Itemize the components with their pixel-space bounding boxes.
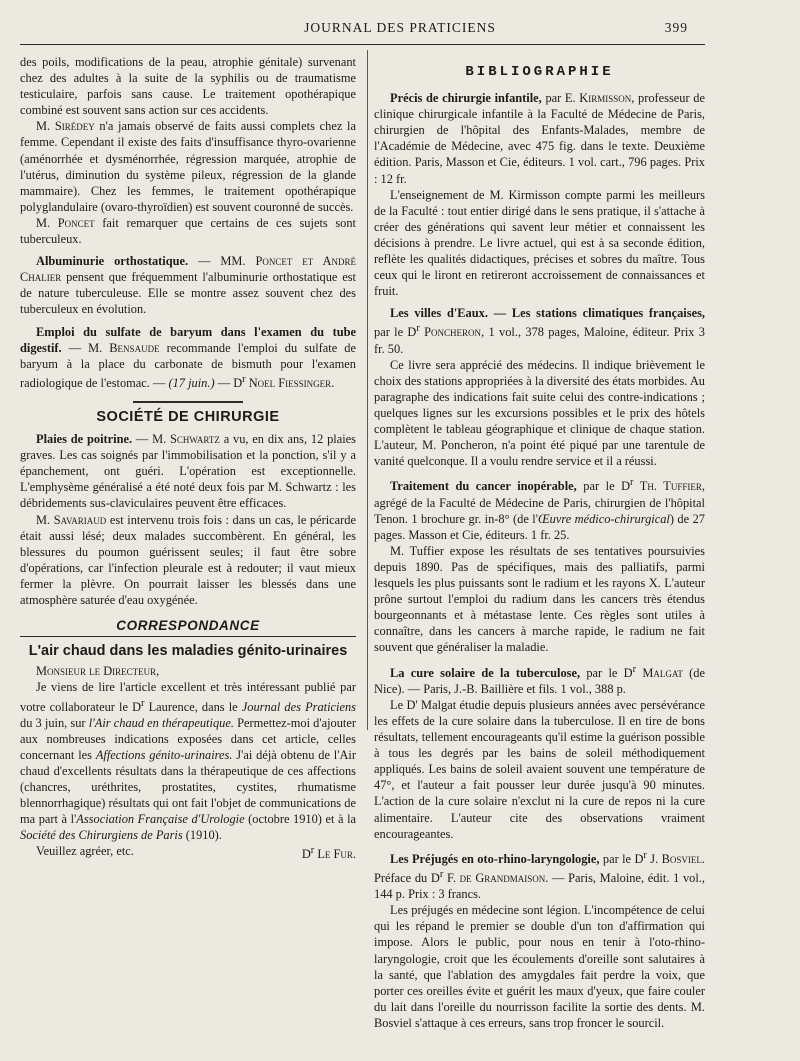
- signature-name: Le Fur.: [314, 847, 356, 862]
- paragraph-text: — M.: [132, 432, 171, 447]
- author-name: Noel Fiessinger.: [245, 375, 335, 390]
- author-name: Th. Tuffier: [633, 479, 702, 494]
- author-name: Kirmisson: [579, 91, 632, 106]
- book-title: La cure solaire de la tuberculose,: [390, 665, 581, 680]
- book-title: Précis de chirurgie infantile,: [390, 91, 542, 106]
- journal-reference: Journal des Praticiens: [241, 699, 356, 714]
- paragraph-text: F.: [443, 871, 460, 886]
- paragraph-text: . Préface du D: [374, 851, 705, 886]
- paragraph-text: — D: [214, 375, 243, 390]
- book-entry: [374, 848, 705, 903]
- paragraph: [20, 431, 356, 511]
- author-name: Malgat: [636, 665, 683, 680]
- salutation: Monsieur le Directeur,: [36, 664, 160, 679]
- paragraph-text: . — Paris, Maloine, édit. 1 vol., 144 p. Prix : 3 francs.: [374, 871, 705, 902]
- person-name: M. Poncet: [36, 215, 95, 230]
- person-name: Poncet et André Chalier: [20, 254, 356, 285]
- book-entry: [374, 662, 705, 697]
- superscript: r: [630, 477, 634, 489]
- paragraph-text: par le D: [580, 665, 633, 680]
- paragraph: des poils, modifications de la peau, atrophie génitale) survenant chez des adultes à la suite de la syphilis ou de traumatisme testiculaire, parfois sans cause. Le traitement opothérapique combiné est souvent sans action sur ces accidents.: [20, 55, 356, 118]
- paragraph-text: (1910).: [182, 828, 222, 843]
- superscript: r: [632, 663, 637, 675]
- author-name: Poncheron: [419, 325, 482, 340]
- topic-title: Albuminurie orthostatique.: [36, 254, 189, 269]
- superscript: r: [141, 697, 145, 709]
- paragraph: [20, 118, 356, 215]
- superscript: r: [242, 373, 246, 385]
- paragraph-text: ) de 27 pages. Masson et Cie, éditeurs. 1 fr. 25.: [374, 511, 705, 542]
- paragraph: [20, 512, 356, 609]
- book-review: M. Tuffier expose les résultats de ses tentatives poursuivies depuis 1890. Pas de spécifiques, mais des palliatifs, parmi lesquels les plus puissants sont le radium et les rayons X. L'auteur prône surtout l'emploi du radium dans les cancers très étendus bourgeonnants et à métastase lente. Ces règles sont utiles à connaître, dans les cancers à marche rapide, le radium ne fait souvent que généraliser la maladie.: [374, 543, 705, 655]
- closing: Veuillez agréer, etc.: [36, 844, 134, 859]
- book-title: Les Préjugés en oto-rhino-laryngologie,: [390, 851, 600, 866]
- correspondance-heading: CORRESPONDANCE: [20, 618, 356, 637]
- paragraph-text: est intervenu trois fois : dans un cas, le péricarde était aussi lésé; deux malades succombèrent. En général, les blessures du poumon guérissent seules; il faut être sobre d'opérations, car l'infection pleurale est à redouter; il vaut mieux fermer la plèvre. On pourrait laisser les blessés dans une atmosphère saturée d'eau oxygénée.: [20, 512, 357, 608]
- bibliographie-heading: BIBLIOGRAPHIE: [465, 64, 614, 80]
- paragraph: [20, 215, 356, 247]
- author-name: J. Bosviel: [646, 851, 702, 866]
- topic-reference: Affections génito-urinaires.: [95, 747, 233, 762]
- association-reference: Association Française d'Urologie: [76, 812, 245, 827]
- superscript: r: [310, 845, 315, 857]
- book-entry: [374, 475, 705, 543]
- article-title: L'air chaud dans les maladies génito-urinaires: [28, 643, 348, 660]
- book-entry: [374, 305, 705, 356]
- topic-title: Emploi du sulfate de baryum dans l'examen du tube digestif.: [20, 324, 356, 355]
- journal-title: JOURNAL DES PRATICIENS: [304, 20, 496, 35]
- right-column: [374, 54, 705, 1031]
- paragraph-text: — MM.: [188, 254, 256, 269]
- paragraph-text: J'ai déjà obtenu de l'Air chaud d'excellents résultats dans la thérapeutique de ces affections (chancres, uréthrites, prostatites, cystites, rhumatisme blennorrhagique) résultats qui ont fait l'objet de communications de ma part à l': [20, 747, 356, 827]
- signature: [302, 843, 356, 862]
- header-rule: [20, 44, 705, 45]
- paragraph-text: (de Nice). — Paris, J.-B. Baillière et fils. 1 vol., 388 p.: [374, 665, 705, 696]
- column-divider: [367, 50, 368, 730]
- letter-signoff: [20, 843, 356, 862]
- paragraph-text: recommande l'emploi du sulfate de baryum à la place du carbonate de bismuth pour l'examen radiologique de l'estomac. —: [20, 340, 356, 390]
- superscript: r: [643, 849, 647, 861]
- paragraph-text: par le D: [576, 479, 631, 494]
- superscript: r: [416, 323, 420, 335]
- running-head: [0, 18, 800, 38]
- paragraph-text: Je viens de lire l'article excellent et très intéressant publié par votre collaborateur le D: [20, 680, 356, 714]
- paragraph-text: fait remarquer que certains de ces sujets sont tuberculeux.: [20, 215, 356, 247]
- paragraph-text: par le D: [599, 851, 644, 866]
- person-name: Bensaude: [109, 340, 160, 355]
- book-title: Les villes d'Eaux. — Les stations climatiques françaises,: [390, 306, 705, 321]
- paragraph-text: , professeur de clinique chirurgicale infantile à la Faculté de Médecine de Paris, chirurgien de l'hôpital des Enfants-Malades, membre de l'Académie de Médecine, avec 475 fig. dans le texte. Deuxième édition. Paris, Masson et Cie, éditeurs. 1 vol. cart., 796 pages. Prix : 12 fr.: [374, 91, 705, 186]
- paragraph: [20, 253, 356, 317]
- paragraph: [20, 324, 356, 392]
- paragraph-text: , agrégé de la Faculté de Médecine de Paris, chirurgien de l'hôpital Tenon. 1 brochure gr. in-8° (de l': [374, 479, 705, 526]
- series-title: Œuvre médico-chirurgical: [537, 511, 670, 526]
- date: (17 juin.): [168, 375, 215, 390]
- person-name: M. Savariaud: [36, 512, 107, 527]
- section-heading: SOCIÉTÉ DE CHIRURGIE: [96, 409, 280, 425]
- page-number: 399: [664, 20, 688, 35]
- preface-author: de Grandmaison: [459, 871, 546, 886]
- article-reference: l'Air chaud en thérapeutique.: [88, 715, 234, 730]
- left-column: [20, 54, 356, 863]
- paragraph-text: pensent que fréquemment l'albuminurie orthostatique est de nature tuberculeuse. Elle se montre assez souvent chez des tuberculeux en évolution.: [20, 270, 356, 317]
- paragraph-text: a vu, en dix ans, 12 plaies graves. Les cas soignés par l'immobilisation et la ponction, s'il y a épanchement, ont guéri. L'opération est exceptionnelle. L'emphysème généralisé a été noté deux fois par M. Schwartz : les débridements sus-claviculaires peuvent être efficaces.: [20, 432, 356, 511]
- paragraph-text: Permettez-moi d'ajouter aux nombreuses indications exposées dans cet article, celles concernant les: [20, 715, 356, 762]
- paragraph-text: — M.: [61, 340, 110, 355]
- paragraph-text: Laurence, dans le: [144, 699, 242, 714]
- book-title: Traitement du cancer inopérable,: [390, 479, 577, 494]
- paragraph-text: par le D: [374, 325, 417, 340]
- book-review: Ce livre sera apprécié des médecins. Il indique brièvement le choix des stations appropriées à la diversité des états morbides. Au paragraphe des indications fait suite celui des contre-indications ; quelques lignes sur les excursions possibles et le prix des hôtels complètent le tableau géographique et clinique de chaque station. L'auteur, M. Poncheron, n'a point été piqué par une tarentule de vanité quelconque. Il a voulu rendre service et il a réussi.: [374, 357, 705, 469]
- person-name: M. Sirédey: [36, 119, 95, 134]
- book-entry: [374, 90, 705, 187]
- signature-prefix: D: [301, 847, 311, 862]
- paragraph-text: par E.: [541, 91, 580, 106]
- paragraph-text: (octobre 1910) et à la: [244, 812, 357, 827]
- person-name: Schwartz: [170, 432, 220, 447]
- paragraph-text: n'a jamais observé de faits aussi complets chez la femme. Cependant il existe des faits d'insuffisance thyro-ovarienne (aménorrhée et dysménorrhée, régression marquée, atrophie de l'utérus, diminution du système pileux, régression de la glande mammaire). Chez les femmes, le traitement opothérapique polyglandulaire (ovaro-thyroïdien) est souvent couronné de succès.: [20, 119, 356, 214]
- section-rule: [133, 401, 243, 403]
- book-review: L'enseignement de M. Kirmisson compte parmi les meilleurs de la Faculté : tout entier dirigé dans le sens pratique, il s'attache à créer des générations qui savent leur métier et connaissent les décisions à prendre. Le livre actuel, qui est à sa seconde édition, reflète les qualités didactiques, précises et sobres du maître. Tous ceux qui le liront en retireront accroissement de connaissances et fruit.: [374, 187, 705, 299]
- letter-body: [20, 679, 356, 843]
- paragraph-text: , 1 vol., 378 pages, Maloine, éditeur. Prix 3 fr. 50.: [374, 325, 705, 356]
- topic-title: Plaies de poitrine.: [36, 432, 133, 447]
- paragraph-text: du 3 juin, sur: [20, 715, 89, 730]
- book-review: Le D' Malgat étudie depuis plusieurs années avec persévérance les effets de la cure solaire dans la tuberculose. Il en tire de bons résultats, tellement encourageants qu'il estime la guérison possible à tous les degrés par les bains de soleil méthodiquement appliqués. Les bains de soleil avaient souvent une température de 47°, et l'auteur a fait pousser leur durée jusqu'à 90 minutes. L'action de la cure solaire n'exclut ni la cure de repos ni la cure alimentaire. L'auteur cite des observations vraiment encourageantes.: [374, 697, 705, 841]
- book-review: Les préjugés en médecine sont légion. L'incompétence de celui qui les répand le premier se double d'un ton d'affirmation qui impose. Alors le public, pour nous en tenir à l'oto-rhino-laryngologie, croit que les écoulements d'oreille sont salutaires à la santé, que l'ablation des amygdales fait perdre la voix, que porter ces oreilles évite et guérit les maux d'yeux, que faire couler du lait dans l'oreille du nourrisson facilite la sortie des dents. M. Bosviel s'attaque à ces erreurs, sans trop froncer le sourcil.: [374, 903, 705, 1030]
- society-reference: Société des Chirurgiens de Paris: [20, 828, 183, 843]
- superscript: r: [439, 868, 444, 880]
